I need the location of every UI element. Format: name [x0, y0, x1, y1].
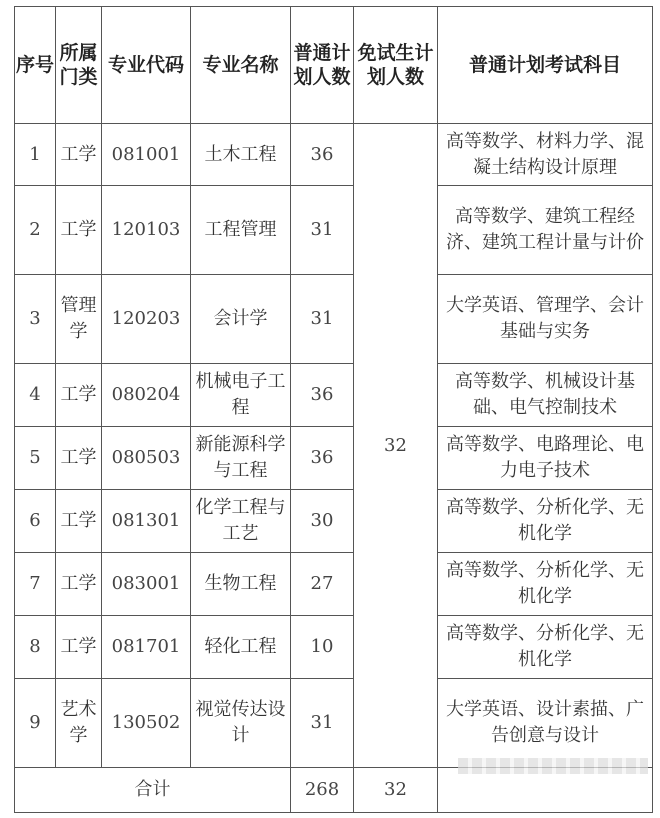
- row-subjects: 高等数学、建筑工程经济、建筑工程计量与计价: [438, 186, 653, 275]
- total-label: 合计: [15, 768, 291, 813]
- table-row: [15, 616, 653, 679]
- row-category: 管理学: [56, 275, 102, 364]
- row-seq: 1: [15, 124, 56, 186]
- row-subjects: 高等数学、分析化学、无机化学: [438, 616, 653, 679]
- row-subjects: 高等数学、材料力学、混凝土结构设计原理: [438, 124, 653, 186]
- row-code: 081701: [102, 616, 191, 679]
- header-name: 专业名称: [191, 7, 291, 124]
- row-category: 工学: [56, 427, 102, 490]
- row-name: 轻化工程: [191, 616, 291, 679]
- total-subjects-empty: [438, 768, 653, 813]
- row-category: 工学: [56, 490, 102, 553]
- row-category: 工学: [56, 616, 102, 679]
- row-code: 130502: [102, 679, 191, 768]
- row-name: 会计学: [191, 275, 291, 364]
- row-seq: 6: [15, 490, 56, 553]
- table-row: [15, 275, 653, 364]
- row-category: 艺术学: [56, 679, 102, 768]
- header-code: 专业代码: [102, 7, 191, 124]
- row-code: 120203: [102, 275, 191, 364]
- row-plan: 27: [291, 553, 354, 616]
- row-plan: 30: [291, 490, 354, 553]
- row-name: 视觉传达设计: [191, 679, 291, 768]
- table-row: [15, 364, 653, 427]
- row-name: 土木工程: [191, 124, 291, 186]
- row-code: 120103: [102, 186, 191, 275]
- row-code: 081001: [102, 124, 191, 186]
- row-name: 机械电子工程: [191, 364, 291, 427]
- row-seq: 4: [15, 364, 56, 427]
- row-subjects: 大学英语、管理学、会计基础与实务: [438, 275, 653, 364]
- header-exempt: 免试生计划人数: [354, 7, 438, 124]
- watermark-overlay: [458, 758, 648, 774]
- header-plan: 普通计划人数: [291, 7, 354, 124]
- row-plan: 31: [291, 186, 354, 275]
- row-plan: 36: [291, 427, 354, 490]
- table-row: [15, 124, 653, 186]
- row-name: 化学工程与工艺: [191, 490, 291, 553]
- row-subjects: 高等数学、电路理论、电力电子技术: [438, 427, 653, 490]
- row-seq: 2: [15, 186, 56, 275]
- total-exempt: 32: [354, 768, 438, 813]
- row-plan: 36: [291, 364, 354, 427]
- table-row: [15, 186, 653, 275]
- row-seq: 8: [15, 616, 56, 679]
- row-plan: 31: [291, 679, 354, 768]
- row-code: 081301: [102, 490, 191, 553]
- header-category: 所属门类: [56, 7, 102, 124]
- row-seq: 5: [15, 427, 56, 490]
- row-name: 生物工程: [191, 553, 291, 616]
- row-subjects: 高等数学、分析化学、无机化学: [438, 553, 653, 616]
- row-code: 083001: [102, 553, 191, 616]
- row-subjects: 大学英语、设计素描、广告创意与设计: [438, 679, 653, 768]
- row-category: 工学: [56, 553, 102, 616]
- row-seq: 3: [15, 275, 56, 364]
- row-seq: 9: [15, 679, 56, 768]
- table-row: [15, 679, 653, 768]
- row-name: 工程管理: [191, 186, 291, 275]
- row-code: 080503: [102, 427, 191, 490]
- row-subjects: 高等数学、机械设计基础、电气控制技术: [438, 364, 653, 427]
- row-code: 080204: [102, 364, 191, 427]
- row-plan: 36: [291, 124, 354, 186]
- header-subjects: 普通计划考试科目: [438, 7, 653, 124]
- table-row: [15, 553, 653, 616]
- table-row: [15, 490, 653, 553]
- row-category: 工学: [56, 186, 102, 275]
- row-category: 工学: [56, 124, 102, 186]
- total-row: [15, 768, 653, 813]
- exempt-shared-cell: 32: [354, 124, 438, 768]
- row-category: 工学: [56, 364, 102, 427]
- header-row: [15, 7, 653, 124]
- total-plan: 268: [291, 768, 354, 813]
- row-name: 新能源科学与工程: [191, 427, 291, 490]
- header-seq: 序号: [15, 7, 56, 124]
- row-plan: 10: [291, 616, 354, 679]
- row-seq: 7: [15, 553, 56, 616]
- row-subjects: 高等数学、分析化学、无机化学: [438, 490, 653, 553]
- enrollment-plan-table: [14, 6, 653, 813]
- table-row: [15, 427, 653, 490]
- row-plan: 31: [291, 275, 354, 364]
